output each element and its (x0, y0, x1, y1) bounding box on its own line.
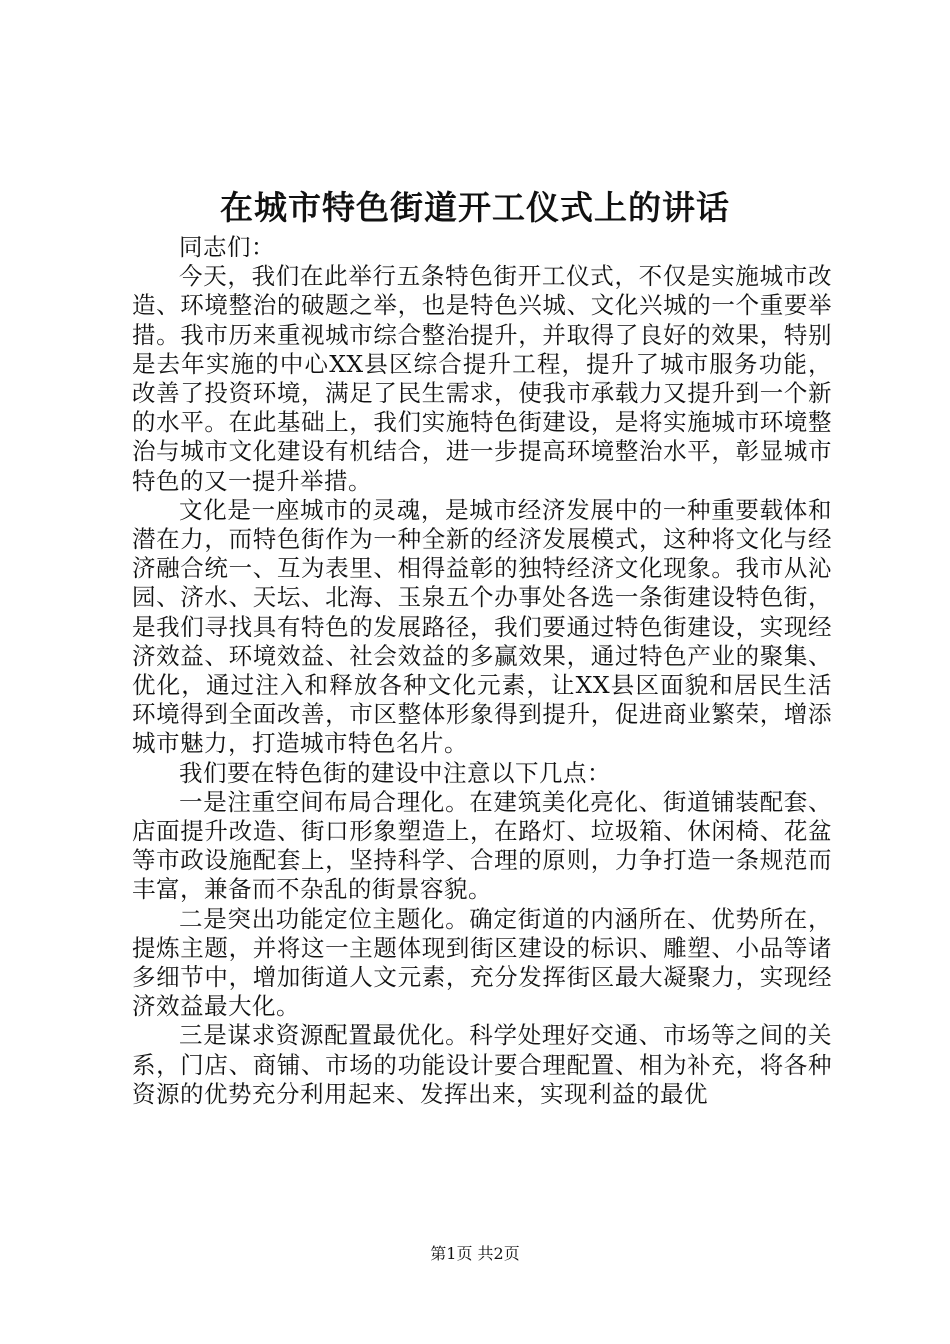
paragraph: 三是谋求资源配置最优化。科学处理好交通、市场等之间的关系，门店、商铺、市场的功能设计要合理配置、相为补充，将各种资源的优势充分利用起来、发挥出来，实现利益的最优 (132, 1021, 832, 1108)
paragraph: 我们要在特色街的建设中注意以下几点： (179, 758, 611, 787)
document-title: 在城市特色街道开工仪式上的讲话 (220, 188, 730, 227)
paragraph: 今天，我们在此举行五条特色街开工仪式，不仅是实施城市改造、环境整治的破题之举，也是特色兴城、文化兴城的一个重要举措。我市历来重视城市综合整治提升，并取得了良好的效果，特别是去年实施的中心XX县区综合提升工程，提升了城市服务功能，改善了投资环境，满足了民生需求，使我市承载力又提升到一个新的水平。在此基础上，我们实施特色街建设，是将实施城市环境整治与城市文化建设有机结合，进一步提高环境整治水平，彰显城市特色的又一提升举措。 (132, 262, 832, 495)
paragraph-salutation: 同志们： (179, 233, 275, 261)
paragraph: 文化是一座城市的灵魂，是城市经济发展中的一种重要载体和潜在力，而特色街作为一种全新的经济发展模式，这种将文化与经济融合统一、互为表里、相得益彰的独特经济文化现象。我市从沁园、济水、天坛、北海、玉泉五个办事处各选一条街建设特色街，是我们寻找具有特色的发展路径，我们要通过特色街建设，实现经济效益、环境效益、社会效益的多赢效果，通过特色产业的聚集、优化，通过注入和释放各种文化元素，让XX县区面貌和居民生活环境得到全面改善，市区整体形象得到提升，促进商业繁荣，增添城市魅力，打造城市特色名片。 (132, 495, 832, 758)
paragraph: 一是注重空间布局合理化。在建筑美化亮化、街道铺装配套、店面提升改造、街口形象塑造上，在路灯、垃圾箱、休闲椅、花盆等市政设施配套上，坚持科学、合理的原则，力争打造一条规范而丰富，兼备而不杂乱的街景容貌。 (132, 787, 832, 904)
paragraph: 二是突出功能定位主题化。确定街道的内涵所在、优势所在，提炼主题，并将这一主题体现到街区建设的标识、雕塑、小品等诸多细节中，增加街道人文元素，充分发挥街区最大凝聚力，实现经济效益最大化。 (132, 904, 832, 1021)
document-body (132, 233, 832, 1109)
page-footer: 第1页 共2页 (430, 1244, 520, 1263)
